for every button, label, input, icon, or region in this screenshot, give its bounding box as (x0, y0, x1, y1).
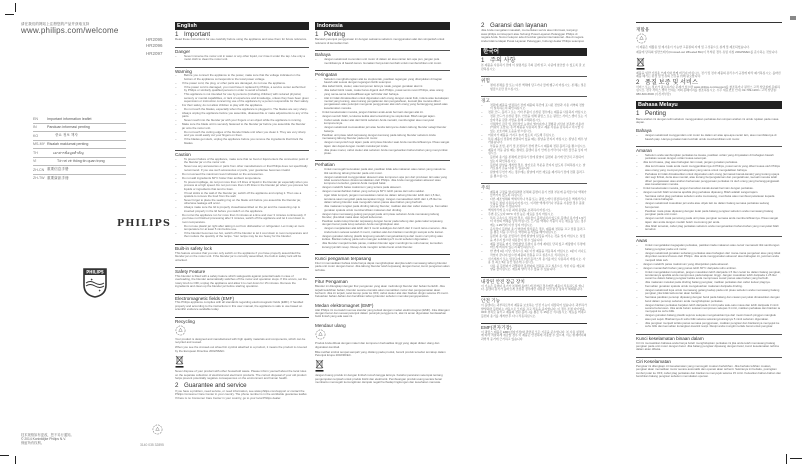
language-title: 重要資訊手冊 (47, 175, 69, 180)
recycling-text: Never dispose of your product with other household waste. Please inform yourself about the local rules on the separate collection of electrical and electronic products. The correct disposal of your old product helps prevent potentially negative consequences on the environment and human health. (175, 369, 307, 380)
language-header-malay: Bahasa Melayu (636, 101, 782, 109)
list-item: – Jangan biarkan perkakas berjalan lebih daripada 3 minit pada satu-satu masa dan lebih daripada 3 minit secara berterusan. Jika anda belum selesai memproses selepas 3 minit, matikan perkakas dan biarkan ia menyejuk ke suhu bilik. (636, 304, 782, 314)
list-item: – Never reach into the blender jar with your fingers or an object while the appliance is running. (175, 119, 309, 122)
section-heading: 1 주의 사항 (481, 57, 516, 65)
list-item: – Always make sure the lid is properly closed/assembled on the jar and the measuring cup is inserted properly in the lid before you switch on the appliance. (175, 206, 309, 213)
list-item: – Do not exceed the maximum level indicated on the accessories. (175, 173, 309, 176)
bahaya-heading: Bahaya (315, 50, 450, 56)
list-item: – Before you connect the appliance to the power, make sure that the voltage indicated on the bottom of the appliance corresponds to the local power voltage. (175, 74, 309, 81)
model-number: HR2097 (146, 50, 163, 56)
daur-text: Produk Anda dibuat dengan materi dan komponen berkualitas tinggi yang dapat didaur ulang dan digunakan kembali. (315, 341, 440, 349)
perhatian-heading: Perhatian (315, 160, 450, 166)
language-row (33, 141, 126, 150)
crossed-bin-icon (175, 355, 184, 368)
model-number: HR2095 (146, 37, 163, 42)
guarantee-text: 서비스 또는 정보가 필요하거나 문제가 있으면 www.philips.com/support를 참조하거나 필립스 고객 상담실에 문의하십시오. 전국 서비스 센터 안내는 저희 홈페이지를 참조하십시오. 수주 대표번호 안내: 02-709-1200 • 고객 상담실: 080-600-6600 (수신자부담) (636, 84, 780, 96)
caution-heading: Caution (175, 150, 309, 156)
list-item: – Pastikan unit pisau telah terpasang dengan kencang pada tabung blender sebelum Anda memasang tabung blender pada unit motor. (315, 134, 450, 141)
crop-mark (790, 16, 796, 20)
caution-heading: 주의 (481, 183, 587, 189)
language-code: IN (33, 125, 37, 130)
list-item: – Jika blender menjadi terlalu panas, matikan blender agar mendingin ke suhu kamar, kemudian kurangi jumlah resep. Resep Anda mungkin terlalu berat untuk blender. (315, 242, 450, 249)
list-item: – Jangan sekali-kali lupa untuk memasang gelang kedap pada unit pisau sebelum anda memasang balang pengisar, jika tidak kebocoran akan berlaku. (636, 289, 782, 296)
intro-text: Read these instructions for use carefully before using the appliance and save them for future reference. (175, 37, 308, 42)
list-item: – If food sticks to the wall of the blender jar, switch off the appliance and unplug it. Then use a spatula to remove the food from the wall. (175, 192, 309, 199)
list-item: – Jangan menjalankan alat lebih dari 3 menit sekaligus dan lebih dari 3 menit terus-menerus. Jika Anda belum selesai setelah 3 menit, matikan alat dan biarkan mendingin sampai suhu kamar. (315, 227, 450, 234)
section-heading: 2 품질 보증 및 서비스 (636, 78, 698, 86)
daur-text: Jangan buang produk ini dengan limbah rumah tangga lainnya. Ketahui peraturan setempat tentang pengumpulan terpisah untuk produk listrik dan elektronik. Pembuangan produk usang secara benar membantu mencegah kemungkinan dampak negatif terhadap lingkungan dan kesehatan manusia. (315, 373, 443, 385)
list-item: – 절대 본체를 물 또는 다른 액체에 담그거나 물에 헹구지 마십시오. 본체는 젖은 헝겊으로만 닦으십시오. (481, 84, 587, 91)
list-item: – Jangan sekali-kali masukkan jari anda atau objek lain ke dalam balang semasa perkakas sedang beroperasi. (636, 202, 782, 209)
garansi-text: Jika Anda mengalami masalah, memerlukan servis atau informasi, kunjungi www.philips.com/support atau hubungi Pusat Layanan Pelanggan Philips di negara Anda. Nomor telepon ada di lembar garansi internasional. Jika di negara Anda tidak terdapat Pusat Layanan Pelanggan, hubungi dealer Philips setempat. (481, 28, 585, 43)
fitur-heading: Fitur Pengaman (315, 277, 450, 283)
list-item: – 전원 코드가 손상된 경우, 안전을 위해 필립스 또는 필립스 서비스 센터 또는 기술자격을 갖춘 사람을 통해 교체하십시오. (481, 115, 587, 122)
warning-heading: 경고 (481, 96, 587, 102)
emf-heading: EMF(전자기장) (481, 323, 587, 329)
list-item: – Untuk mencegah kerusakan pada alat, pastikan tidak ada makanan atau cairan yang masuk ke titik sambung tabung blender pada unit motor. (315, 168, 450, 175)
list-item: – Jangan sekali-kali gunakan sebarang perkakas atau bahagian dari mana-mana pengeluar atau yang tidak disyorkan secara khusus oleh Philips. Jika anda menggunakan aksesori atau bahagian ini, jaminan anda menjadi tidak sah. (636, 252, 782, 262)
language-row (33, 132, 126, 141)
language-code: TH (33, 150, 38, 155)
list-item: – Jika pisau macet, cabut steker alat sebelum Anda mengeluarkan bahan-bahan yang menyumbat pisau. (315, 149, 450, 156)
list-item: – Make sure the blade unit is securely fastened to the blender jar before you assemble the blender jar onto the motor unit. (175, 123, 309, 130)
list-item: – Jika bilah tersekat, cabut plag perkakas sebelum anda mengeluarkan bahan-bahan yang menyekat bilah tersebut. (636, 225, 782, 232)
list-item: – Jika kabel listrik, steker, atau komponen lainnya rusak, jangan gunakan alat ini. (315, 85, 450, 88)
list-item: – 신체적인 감각 및 정신적인 능력이 떨어지거나 경험과 지식이 부족한 사용자(어린이 포함)는 혼자 제품을 사용하지 말고 제품 사용을 감독하고 지시할 수 있는 보호자의 도움을 받으십시오. (481, 123, 587, 133)
philips-wordmark: PHILIPS (117, 218, 172, 229)
list-item: – Alat ini tidak dimaksudkan untuk digunakan oleh orang dengan cacat fisik, indera atau kecakapan mental yang kurang, atau kurang pengalaman dan pengetahuan, kecuali jika mereka diberi pengawasan atau petunjuk mengenai penggunaan alat oleh orang yang bertanggung jawab atas keselamatan mereka. (315, 97, 450, 111)
list-item: – Jika kabel listrik rusak, maka harus diganti oleh Philips, pusat servis resmi Philips, atau orang yang sama-sama berkualifikasi agar terhindar dari bahaya. (315, 89, 450, 96)
svg-text:PHILIPS: PHILIPS (86, 269, 104, 275)
list-item: – If the power cord is damaged, you must have it replaced by Philips, a service center authorized by Philips or similarly qualified persons in order to avoid a hazard. (175, 86, 309, 93)
intro-text: Baca arahan ini dengan teliti sebelum menggunakan perkakas dan simpan arahan ini untuk rujukan pada masa depan. (636, 116, 779, 124)
list-item: – 주변 온도보다 60°C 이상 높은 재료를 넣지 마십시오. (481, 213, 587, 216)
list-item: – 액세서리에 표시된 최대 용량을 초과하지 마십시오. (481, 209, 587, 212)
language-code: ZH-CN (33, 167, 45, 172)
language-title: Tờ rơi về thông tin quan trọng (57, 159, 105, 164)
danger-heading: 위험 (481, 76, 587, 82)
kunci-text: Ciri ini memastikan bahawa anda hanya boleh menghidupkan perkakas ini jika anda telah memasang balang pengisar pada unit motor dengan betul. Jika balang pengisar dipasang dengan betul, kunci keselamatan terbina dalam akan dibuka. (636, 340, 779, 352)
list-item: – This appliance is not intended for use by persons (including children) with reduced physical, sensory or mental capabilities, or lack of experience and knowledge, unless they have been given supervision or instruction concerning use of the appliance by a person responsible for their safety. (175, 93, 309, 103)
list-item: – 칼날에 무언가 끼는 경우에는 칼날에 끼인 재료를 제거하기 전에 전원 플러그를 뽑으십시오. (481, 171, 587, 178)
model-number: HR2096 (146, 42, 163, 48)
section-heading: 1 Important (175, 31, 211, 38)
list-item: – Jangan sentuh bilah, terutama ketika alat tersambung ke stopkontak. Bilah sangat tajam. (315, 115, 450, 118)
list-item: – Untuk keselamatan mereka, jangan benarkan kanak-kanak bermain dengan perkakas. (636, 187, 782, 190)
language-title: Important information leaflet (47, 116, 92, 121)
list-item: – Never immerse the motor unit in water or any other liquid, nor rinse it under the tap. Use only a moist cloth to clean the motor unit. (175, 55, 309, 62)
emf-text: 이 필립스 제품은 EMF(전자기장)와 관련된 모든 기준을 준수합니다. 본 사용 설명서에 따라 적절하게 취급할 경우 이 제품은 안전하게 사용할 수 있으며, 이는 현재까지의 과학적 증거에 근거하고 있습니다. (481, 329, 587, 341)
crop-mark (790, 458, 802, 459)
language-row (33, 115, 126, 124)
list-item: – Jangan gunakan tabung plastik langsung setelah mengeluarkannya dari mesin cuci piring atau kulkas. Biarkan tabung pada suhu ruangan setidaknya 5 menit sebelum digunakan. (315, 235, 450, 242)
language-row (33, 158, 126, 167)
peringatan-heading: Peringatan (315, 70, 450, 76)
section-heading: 2 Garansi dan layanan (481, 22, 548, 29)
model-numbers (146, 37, 163, 56)
list-item: – 블렌더 칼날을 세척할 경우, 날카로운 부분을 만지지 않도록 주의하십시오. 날카로워서 손을 다칠 수 있습니다. (481, 164, 587, 171)
svg-text:✦: ✦ (98, 288, 102, 293)
recycling-heading: Recycling (175, 317, 309, 323)
list-item: – Jika makanan lengket pada dinding tabung blender, matikan alat dan cabut stekernya. Kemudian gunakan spatula untuk membersihkan makanan dari dinding. (315, 205, 450, 212)
amaran-heading: Amaran (636, 146, 782, 152)
list-item: – Jangan sekali-kali merendam unit motor di dalam air atau cairan lain apa pun, jangan pula membilasnya di bawah keran. Gunakan hanya kain lembab untuk membersihkan unit motor. (315, 58, 450, 65)
list-item: – Cabut selalu steker alat dari listrik sebelum Anda merakit, membongkar atau menyetel komponennya. (315, 119, 450, 126)
kunci-text: Fitur ini memastikan bahwa Anda hanya dapat menghidupkan alat jika telah memasang tabung blender pada unit motor dengan benar. Jika tabung blender telah terpasang dengan benar, kunci pengaman akan terbuka. (315, 261, 450, 272)
list-item: – Sebelum anda sambungkan perkakas ke kuasa, pastikan voltan yang dinyatakan di bahagian bawah perkakas sesuai dengan voltan kuasa setempat. (636, 154, 782, 161)
list-item: – 제품 전원을 켜기 전에 항상 뚜껑이 용기에 제대로 닫혀 있고 계량컵이 뚜껑에 바르게 끼워져 있는지 확인하십시오. (481, 243, 587, 250)
footer-line: 技术规格如有更改，恕不另行通知。 (21, 433, 74, 437)
list-item: – Jangan gunakan balang plastik sejurus selepas mengeluarkannya dari mesin basuh pinggan mangkuk atau peti sejuk. Biarkannya di suhu bilik selama sekurang-kurangnya 5 minit sebelum digunakan. (636, 314, 782, 321)
builtin-safety-heading: 내장된 안전 잠금 장치 (481, 277, 587, 283)
recycle-text: 이 제품은 재활용 및 재사용이 가능한 고품질의 자재 및 구성품으로 설계 및 제조되었습니다. (636, 45, 750, 50)
list-item: – Untuk keselamatan mereka, jangan biarkan anak-anak bermain dengan alat ini. (315, 111, 450, 114)
cover-footer (21, 433, 74, 445)
recycle-heading: 재활용 (636, 27, 650, 32)
language-title: 重要信息手册 (47, 167, 69, 172)
language-header-indonesia: Indonesia (315, 22, 450, 30)
cover-tagline: 请在我们的网站上注册您的产品并获取支持 (21, 22, 90, 26)
footer-line: 保留所有权利。 (21, 441, 45, 445)
list-item: – Sebelum menghubungkan alat ke stopkontak, pastikan tegangan yang ditunjukkan di bagian bawah alat sesuai dengan tegangan listrik setempat. (315, 78, 450, 85)
crossed-bin-icon (315, 359, 324, 372)
list-item: – Untuk mengelakkan tumpahan, jangan masukkan lebih daripada 1.5 liter cecair ke dalam balang pengisar, terutamanya apabila anda memproses pada kelajuan tinggi. Jangan masukkan lebih daripada 1.25 liter cecair ke dalam balang pengisar ketika anda memproses cecair panas atau bahan yang berbuih. (636, 271, 782, 281)
emf-heading: Medan elektromagnet (EMF) (315, 302, 374, 308)
language-row (33, 175, 126, 183)
recycle-text: 제품에 당하의 일반쓰레기(Crossed-out Wheeled Bin)이 부착된 경우 유럽 지침 2002/96/EC를 준수하는 것입니다. (636, 50, 778, 55)
emf-text: This Philips appliance complies with all standards regarding electromagnetic fields (EMF). If handled properly and according to the instructions in this user manual, the appliance is safe to use based on scientific evidence available today. (175, 300, 304, 312)
list-item: – Jangan melebihi paras maksimum yang ditunjukkan pada aksesori. (636, 263, 782, 266)
kunci-heading: Kunci keselamatan binaan dalam (636, 334, 782, 340)
section-heading: 2 Guarantee and service (175, 382, 247, 390)
intro-text: 본 제품을 사용하기 전에 이 설명서를 주의 깊게 읽고, 나중에 참조할 수 있도록 잘 보관하십시오. (481, 63, 586, 71)
list-item: – 사용 중 블렌더가 과열되면 블렌더의 전원을 끄고 실온으로 식힌 다음 재료의 양을 줄이십시오. 재료의 양이 너무 많을 수 있습니다. (481, 265, 587, 272)
recycle-icon (636, 33, 647, 44)
list-item: – Do not touch the cutting edges of the blender blade unit when you clean it. They are very sharp and you could easily cut your fingers on them. (175, 131, 309, 138)
list-item: – Never use any accessories or parts from other manufacturers or that Philips does not specifically recommend. If you use such accessories or parts, your guarantee becomes invalid. (175, 165, 309, 172)
language-row (33, 124, 126, 133)
language-code: MS-MY (33, 142, 45, 147)
list-item: – Pastikan mata pisau dipasang dengan ketat pada balang pengisar sebelum anda memasang balang pengisar pada unit motor. (636, 210, 782, 217)
guarantee-text: If you have a problem, need service, or need information, see www.philips.com/support or contact the Philips Consumer Care Center in your country. The phone number is in the worldwide guarantee leaflet. If there is no Consumer Care Center in your country, go to your local Philips dealer. (175, 388, 308, 400)
list-item: – Untuk mengelakkan kegagalan perkakas, pastikan tiada makanan atau cecair memasuki titik sambungan balang pengisar pada unit motor. (636, 244, 782, 251)
recycling-text: Your product is designed and manufactured with high quality materials and components, which can be recycled and reused. (175, 337, 306, 345)
list-item: – To prevent spillage, do not put more than 1.5 litres of liquid in the blender jar especially when you process at a high speed. Do not put more than 1.25 litres in the blender jar when you process hot liquids or ingredients that tend to foam. (175, 181, 309, 191)
emf-text: Alat Philips ini mematuhi semua standar yang terkait dengan medan elektromagnet (EMF). Jika ditangani dengan benar dan sesuai petunjuk dalam petunjuk pengguna ini, alat ini aman digunakan berdasarkan bukti ilmiah yang ada saat ini. (315, 307, 450, 319)
crop-mark (786, 454, 787, 464)
list-item: – For their safety, do not allow children to play with the appliance. (175, 104, 309, 107)
list-item: – 블렌더 용기를 본체에 조립하기 전에 칼날이 블렌더 용기에 단단히 고정되어 있는지 확인하십시오. (481, 156, 587, 163)
list-item: – 특히 제품이 전원에 연결되어 있을 때는 칼날을 만지지 마십시오. 칼날은 매우 날카롭습니다. (481, 138, 587, 145)
language-code: EN (33, 116, 38, 121)
ciri-heading: Ciri Keselamatan (636, 357, 782, 363)
language-header-korean: 한국어 (481, 48, 587, 56)
list-item: – 제품이 작동 중일 때는 절대로 블렌더 용기 안에 손가락이나 다른 물건을 넣지 마십시오. (481, 149, 587, 156)
awas-heading: Awas (636, 236, 782, 242)
builtin-safety-text: 이 기능은 블렌더 용기가 본체에 올바르게 장착된 경우에만 제품이 작동하도록 합니다. 블렌더 용기가 올바르게 조립된 경우에만 내장된 안전 잠금 장치가 해제됩니다. (481, 283, 584, 292)
list-item: – Do not use plastic jar right after taking it out from dishwasher or refrigerator. Let it stay at room temperature for at least 5 min before use. (175, 225, 309, 232)
recycle-icon (315, 329, 326, 340)
cover-url: www.philips.com/welcome (21, 26, 119, 35)
language-code: ZH-TW (33, 176, 45, 181)
list-item: – Agar tidak tumpah, jangan memasukkan cairan ke dalam tabung blender lebih dari 1,5 liter, terutama saat mengolah pada kecepatan tinggi. Jangan memasukkan lebih dari 1,25 liter ke dalam tabung blender saat mengolah cairan panas atau bahan yang berbuih. (315, 194, 450, 204)
daur-text: Bila melihat simbol tempat sampah yang disilang pada produk, berarti produk tersebut tercakup dalam Petunjuk Eropa 2002/96/EC. (315, 349, 446, 357)
list-item: – Do not let the appliance run for more than 3 minutes at a time and over 3 minutes continuously. If you have not finished processing after 3 minutes, switch off the appliance and let it cool down to room temperature. (175, 214, 309, 224)
list-item: – Do not touch the blades, especially when the appliance is plugged in. The blades are very sharp. (175, 108, 309, 111)
list-item: – Sentiasa pastikan penutup dipasang dengan betul pada balang dan cawan penyukat dimasukkan dengan betul dalam penutup sebelum anda menghidupkan perkakas. (636, 296, 782, 303)
list-item: – 한 번에 3분 이상, 연속으로 3분 이상 제품을 작동하지 마십시오. 3분이 지나도 작업이 끝나지 않으면 제품의 전원을 끄고 실온으로 식히십시오. (481, 250, 587, 257)
list-item: – Jika kord kuasa, plag atau bahagian lain rosak, jangan gunakan perkakas. (636, 161, 782, 164)
column-malay (636, 22, 782, 380)
language-header-english: English (175, 22, 309, 30)
language-title: 중요 정보 책자 (55, 133, 78, 138)
list-item: – Jangan sentuh bilah terutama apabila plug perkakas dipasang. Bilah adalah sangat tajam. (636, 191, 782, 194)
daur-ulang-heading: Mendaur ulang (315, 322, 346, 328)
language-row (33, 149, 126, 158)
column-indonesia (315, 22, 450, 386)
list-item: – Jangan menambahkan bahan yang suhunya 60°C lebih panas dari suhu sekitar. (315, 190, 450, 193)
list-item: – Jangan lupa memasang gelang penyegel pada unit pisau sebelum Anda memasang tabung blender, jika tidak maka akan terjadi kebocoran. (315, 213, 450, 220)
language-title: เอกสารข้อมูลสำคัญ (53, 150, 84, 155)
cover-page (0, 0, 170, 467)
language-title: Panduan informasi penting (47, 125, 90, 130)
ciri-text: Pengisar ini dilengkapi ciri keselamatan yang mencegah muatan berlebihan. Jika berlaku lebihan muatan, pengisar akan mematikan motor secara automatik dan operasi akan terhenti. Sekiranya ini berlaku, pusingkan tombol putar ke OFF, cabut plag perkakas dan biarkan ia menyejuk selama 15 minit. Keluarkan bahan-bahan dan bersihkan balang pengisar sebelum memulakan operasi. (636, 363, 781, 378)
column-korean (481, 22, 587, 343)
list-item: – Jika pengisar menjadi terlalu panas semasa penggunaan, matikan pengisar dan biarkannya menyejuk ke suhu bilik dan kemudian kurangkan kuantiti resipi. Resipi anda mungkin terlalu berat untuk pengisar. (636, 322, 782, 329)
language-row (33, 166, 126, 175)
intro-text: Bacalah petunjuk penggunaan ini dengan seksama sebelum menggunakan alat dan simpanlah untuk referensi di kemudian hari. (315, 37, 445, 45)
safety-feature-text: This blender is fitted with a safety feature which safeguards against potential loads in case of overloading, the blender automatically switches off the motor and operation stops. If this occurs, set the rotary knob to OFF, unplug the appliance and allow it to cool down for 15 minutes. Remove the ingredients and clean up the blender jar before starting operation. (175, 273, 307, 289)
list-item: – Do not add ingredients 60°C hotter than ambient temperature. (175, 177, 309, 180)
builtin-safety-heading: Built-in safety lock (175, 244, 309, 250)
list-item: – 음식물이 블렌더 용기 벽면에 달라붙은 경우, 제품의 전원을 끄고 전원 플러그를 뽑은 다음 주걱으로 벽면의 음식물을 떼어내십시오. (481, 228, 587, 235)
fitur-text: Blender ini dilengkapi dengan fitur pengaman yang akan melindungi blender dari beban berlebih. Jika terjadi kelebihan beban, blender secara otomatis akan mematikan motor dan pengoperasian akan berhenti. Jika ini terjadi, setel kenop putar ke OFF, cabut steker alat dan biarkan dingin selama 15 menit. Keluarkan bahan-bahan dan bersihkan tabung blender sebelum memulai pengoperasian. (315, 284, 449, 299)
philips-shield-icon (83, 268, 107, 298)
list-item: – Jangan melebihi batas maksimum yang tertera pada aksesori. (315, 186, 450, 189)
bahaya-heading: Bahaya (636, 128, 652, 134)
list-item: – 식기세척기 또는 냉장고에서 꺼낸 플라스틱 용기를 바로 사용하지 마십시오. 사용 전 최소 5분 동안 실온에 두십시오. (481, 258, 587, 265)
warning-heading: Warning (175, 67, 309, 73)
recycle-icon (152, 424, 163, 435)
document-number: 3140 035 32895 (140, 443, 164, 447)
list-item: – If the blades get stuck, unplug the appliance before you remove the ingredients that block the blades. (175, 138, 309, 145)
crossed-bin-icon (636, 57, 645, 70)
list-item: – If the blender becomes too hot, switch off the blender to let it cool down to room temperature and then reduce the quantity of the recipe. Your recipe may be too heavy for the blender. (175, 232, 309, 239)
list-item: – Jangan sentuh mata pemotong pada unit pisau pengisar semasa anda membersihkannya. Pisau sangat tajam dan anda dengan mudah boleh memotong jari anda. (636, 217, 782, 224)
svg-text:✦: ✦ (90, 277, 94, 282)
list-item: – 특히 고속으로 작동할 경우, 내용물이 흘러넘치지 않도록 블렌더 용기에 1.5리터 이상의 액체를 넣지 마십시오. 뜨거운 액체나 거품이 나는 재료를 넣는 경우에는 1.25리터 이상 넣지 마십시오. (481, 217, 587, 227)
section-heading: 1 Penting (315, 31, 345, 38)
list-item: – Sentiasa cabut plag perkakas sebelum anda memasang, membuka atau membuat pelarasan kepada mana-mana bahagian. (636, 195, 782, 202)
divider (636, 22, 782, 23)
list-item: – Jangan menambah bahan yang panas lebih 60°C daripada suhu ambien. (636, 267, 782, 270)
list-item: – 제품의 고장을 방지하려면 본체의 블렌더 용기 연결 부분에 음식물이나 액체가 들어가지 않도록 하십시오. (481, 191, 587, 198)
list-item: – Jangan sekali-kali memasukkan jari atau benda lainnya ke dalam tabung blender selagi blender bekerja. (315, 126, 450, 133)
list-item: – 전원에 제품을 연결하기 전에 제품의 하단에 표시된 전압과 사용 지역의 전압이 일치하는지 확인하십시오. (481, 104, 587, 111)
list-item: – Jika makanan melekat pada dinding balang pengisar, matikan perkakas dan cabut keluar plagnya. Kemudian gunakan spatula untuk mengeluarkan makanan daripada dinding. (636, 281, 782, 288)
list-item: – Jangan menyentuh tepi tajam pada unit pisau blender saat Anda membersihkannya. Pisau sangat tajam dan dapat dengan mudah melukai jari Anda. (315, 141, 450, 148)
list-item: – 전원 코드, 플러그 또는 기타 부품이 손상된 경우에는 제품을 사용하지 마십시오. (481, 111, 587, 114)
list-item: – 부품을 조립, 분리 및 조정하기 전에 반드시 제품의 전원 플러그를 뽑으십시오. (481, 145, 587, 148)
list-item: – To prevent failure of the appliance, make sure that no food or liquid enters the connection point of the blender jar on the motor unit. (175, 158, 309, 165)
danger-heading: Danger (175, 47, 309, 53)
list-item: – Always unplug the appliance before you assemble, disassemble or make adjustments to any of the parts. (175, 112, 309, 119)
language-title: Risalah maklumat penting (47, 142, 89, 147)
language-code: VI (33, 159, 37, 164)
safety-feature-heading: 안전 기능 (481, 296, 587, 302)
emf-heading: Electromagnetic fields (EMF) (175, 294, 309, 300)
list-item: – Jangan sekali-kali menggendam unit motor ke dalam air atau apa-apa cecair lain, atau membilasnya di bawah paip. Hanya gunakan kain lembab untuk membersihkan unit motor. (636, 134, 782, 141)
section-heading: 1 Penting (636, 110, 666, 118)
safety-feature-text: 이 블렌더는 과부하로부터 제품을 보호하는 안전 기능이 내장되어 있습니다. 과부하가 발생하면 블렌더는 자동으로 모터를 끄고 작동을 중지합니다. 이 경우 조절 다이얼을 OFF 위치로 돌리고 제품의 전원 플러그를 뽑은 후 15분간 식히십시오. 재료를 꺼내고 블렌더 용기를 세척한 후 다시 작동하십시오. (481, 303, 587, 318)
list-item: – Never forget to place the sealing ring on the blade unit before you assemble the blender jar, otherwise leakage will occur. (175, 199, 309, 206)
column-english (175, 22, 309, 402)
recycle-icon (175, 325, 186, 336)
list-item: – 어린이가 제품을 가지고 놀지 않도록 지도해 주십시오. (481, 134, 587, 137)
language-code: KO (33, 133, 39, 138)
list-item: – Pastikan selalu tutup blender terpasang dengan benar pada tabung dan gelas takar terpasang dengan benar pada tutup sebelum Anda menghidupkan alat. (315, 220, 450, 227)
list-item: – 블렌더 용기를 조립하기 전에 칼날에 실링을 끼우는 것을 잊지 마십시오. 실링을 끼우지 않으면 내용물이 샐 수 있습니다. (481, 235, 587, 242)
builtin-safety-text: This feature ensures that you can only switch on the appliance if you have properly assembled the blender jar on the motor unit. If the blender jar is correctly assembled, the built-in safety lock will be unlocked. (175, 250, 302, 262)
list-item: – If the power cord, the plug, or other parts are damaged, do not use the appliance. (175, 82, 309, 85)
list-item: – 다른 제조업체의 액세서리나 부품 또는 필립스에서 권장하지 않은 액세서리나 부품은 절대 사용하지 마십시오. 이러한 액세서리나 부품을 사용할 경우 품질 보증을 받을 수 없습니다. (481, 198, 587, 208)
language-list (33, 115, 126, 182)
list-item: – Jangan sekali-kali menggunakan aksesori atau komponen apa pun dari produsen lain atau yang tidak secara khusus direkomendasikan oleh Philips. Jika Anda menggunakan aksesori atau komponen tersebut, garansi Anda menjadi batal. (315, 176, 450, 186)
list-item: – Jika kord kuasa rosak anda mesti menggantikannya di Philips, pusat servis yang diberi kuasa oleh Philips atau orang yang mempunyai kelayakan yang sama untuk mengelakkan bahaya. (636, 165, 782, 172)
footer-line: © 2014 Koninklijke Philips N.V. (21, 437, 67, 441)
recycling-text: When you see the crossed-out wheel bin symbol attached to a product, it means the product is covered by the European Directive 2002/96/EC. (175, 345, 307, 353)
list-item: – Perkakas ini tidak dimaksudkan untuk digunakan oleh orang (termasuk kanak-kanak) yang kurang upaya dari segi fizikal, deria atau mental, atau kurang berpengalaman dan pengetahuan, kecuali mereka telah diberi pengawasan atau arahan berkenaan penggunaan perkakas ini oleh orang yang bertanggungjawab atas keselamatan mereka. (636, 173, 782, 187)
recycle-text: 제품을 일반 가정용 쓰레기와 함께 버리지 마십시오. 전기 및 전자 제품의 분리수거 규정에 따라 폐기하십시오. 올바른 제품 폐기는 환경 및 인류의 건강을 위해 필요합니다. (636, 70, 781, 79)
kunci-heading: Kunci pengaman terpasang (315, 254, 450, 260)
safety-feature-heading: Safety Feature (175, 267, 309, 273)
